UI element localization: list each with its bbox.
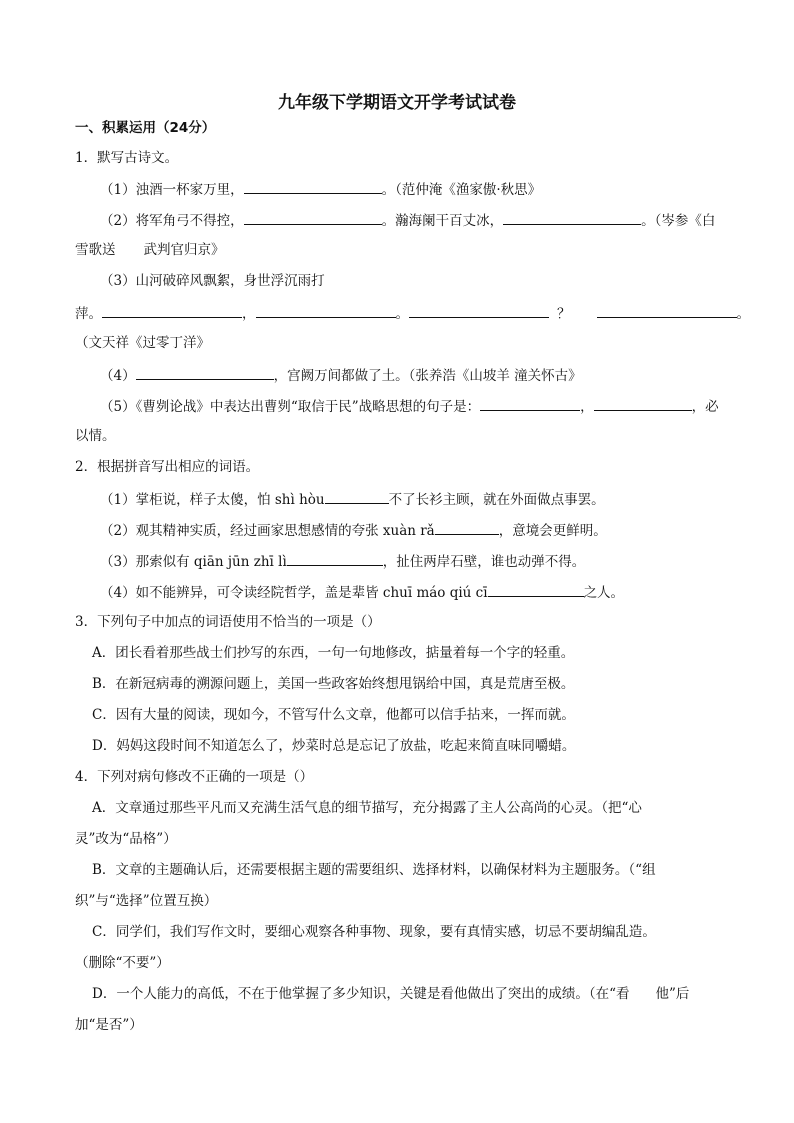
q4-option-a-cont: 灵”改为“品格”） bbox=[75, 831, 177, 847]
q1-item-5-text-b: ， bbox=[580, 399, 594, 415]
q3-option-c: C．因有大量的阅读，现如今，不管写什么文章，他都可以信手拈来，一挥而就。 bbox=[92, 707, 575, 723]
q3-option-b: B．在新冠病毒的溯源问题上，美国一些政客始终想甩锅给中国，真是荒唐至极。 bbox=[92, 676, 575, 692]
q2-item-3-text-a: （3）那索似有 qiān jūn zhī lì bbox=[100, 554, 287, 570]
q1-item-3-cont bbox=[75, 303, 750, 323]
answer-blank[interactable] bbox=[409, 303, 549, 318]
q1-item-2-text-d: 雪歌送 bbox=[75, 242, 116, 258]
q2-item-2 bbox=[100, 520, 607, 540]
q3-option-a: A．团长看着那些战士们抄写的东西，一句一句地修改，掂量着每一个字的轻重。 bbox=[92, 645, 575, 661]
q2-item-1 bbox=[100, 489, 605, 509]
answer-blank[interactable] bbox=[325, 489, 389, 504]
answer-blank[interactable] bbox=[597, 303, 737, 318]
answer-blank[interactable] bbox=[244, 210, 382, 225]
answer-blank[interactable] bbox=[244, 179, 382, 194]
q2-item-1-text-b: 不了长衫主顾，就在外面做点事罢。 bbox=[388, 492, 605, 508]
q1-item-3-text-c: ， bbox=[242, 306, 256, 322]
q1-item-4-text-b: ，宫阙万间都做了土。（张养浩《山坡羊 潼关怀古》 bbox=[273, 368, 582, 384]
answer-blank[interactable] bbox=[256, 303, 396, 318]
q2-item-4 bbox=[100, 582, 624, 602]
q2-item-2-text-b: ，意境会更鲜明。 bbox=[498, 523, 607, 539]
q1-item-3: （3）山河破碎风飘絮，身世浮沉雨打 bbox=[100, 273, 325, 289]
q4-option-b: B．文章的主题确认后，还需要根据主题的需要组织、选择材料，以确保材料为主题服务。（“组 bbox=[92, 862, 656, 878]
question-3-stem: 3．下列句子中加点的词语使用不恰当的一项是（） bbox=[75, 614, 381, 630]
q1-item-4 bbox=[100, 365, 582, 385]
q2-item-1-text-a: （1）掌柜说，样子太傻，怕 shì hòu bbox=[100, 492, 325, 508]
q1-item-3-text-b: 萍。 bbox=[75, 306, 102, 322]
q4-option-d-text-b: 他”后 bbox=[655, 986, 690, 1002]
question-2-stem: 2．根据拼音写出相应的词语。 bbox=[75, 459, 260, 475]
q4-option-c: C．同学们，我们写作文时，要细心观察各种事物、现象，要有真情实感，切忌不要胡编乱造。 bbox=[92, 924, 656, 940]
q2-item-4-text-b: 之人。 bbox=[583, 585, 625, 601]
q2-item-4-text-a: （4）如不能辨异，可令读经院哲学，盖是辈皆 chuī máo qiú cī bbox=[100, 585, 488, 601]
q1-item-5-cont: 以情。 bbox=[75, 428, 116, 444]
q1-item-2 bbox=[100, 210, 715, 230]
q2-item-2-text-a: （2）观其精神实质，经过画家思想感情的夸张 xuàn rǎ bbox=[100, 523, 435, 539]
q1-item-5-text-c: ，必 bbox=[691, 399, 719, 415]
answer-blank[interactable] bbox=[287, 551, 383, 566]
q4-option-d-cont: 加“是否”） bbox=[75, 1017, 143, 1033]
q1-item-1 bbox=[100, 179, 541, 199]
q1-item-5-text-a: （5）《曹刿论战》中表达出曹刿“取信于民”战略思想的句子是： bbox=[100, 399, 481, 415]
q4-option-a: A．文章通过那些平凡而又充满生活气息的细节描写，充分揭露了主人公高尚的心灵。（把“心 bbox=[92, 800, 642, 816]
answer-blank[interactable] bbox=[488, 582, 584, 597]
q1-item-1-text-b: 。（范仲淹《渔家傲·秋思》 bbox=[381, 182, 542, 198]
q3-option-d: D．妈妈这段时间不知道怎么了，炒菜时总是忘记了放盐，吃起来简直味同嚼蜡。 bbox=[92, 738, 576, 754]
q1-item-2-text-b: 。瀚海阑干百丈冰， bbox=[381, 213, 504, 229]
q1-item-2-text-a: （2）将军角弓不得控， bbox=[100, 213, 244, 229]
answer-blank[interactable] bbox=[503, 210, 641, 225]
question-1-stem: 1．默写古诗文。 bbox=[75, 150, 179, 166]
answer-blank[interactable] bbox=[136, 365, 274, 380]
page-title: 九年级下学期语文开学考试试卷 bbox=[278, 93, 516, 113]
q1-item-3-text-f: 。 bbox=[736, 306, 750, 322]
answer-blank[interactable] bbox=[102, 303, 242, 318]
q1-item-1-text-a: （1）浊酒一杯家万里， bbox=[100, 182, 244, 198]
q4-option-d bbox=[92, 985, 689, 1003]
answer-blank[interactable] bbox=[594, 396, 692, 411]
q1-item-2-cont bbox=[75, 241, 225, 259]
section-heading: 一、积累运用（24分） bbox=[75, 120, 216, 136]
q1-item-3-source: （文天祥《过零丁洋》 bbox=[75, 335, 210, 351]
q2-item-3 bbox=[100, 551, 585, 571]
q2-item-3-text-b: ，扯住两岸石壁，谁也动弹不得。 bbox=[382, 554, 586, 570]
q4-option-d-text-a: D．一个人能力的高低，不在于他掌握了多少知识，关键是看他做出了突出的成绩。（在“看 bbox=[92, 986, 630, 1002]
q1-item-5 bbox=[100, 396, 719, 416]
q1-item-3-text-e: ？ bbox=[557, 306, 571, 322]
answer-blank[interactable] bbox=[435, 520, 499, 535]
q4-option-c-cont: （删除“不要”） bbox=[75, 955, 170, 971]
q4-option-b-cont: 织”与“选择”位置互换） bbox=[75, 893, 218, 909]
q1-item-2-text-c: 。（岑参《白 bbox=[641, 213, 716, 229]
answer-blank[interactable] bbox=[480, 396, 580, 411]
q1-item-4-text-a: （4） bbox=[100, 368, 136, 384]
question-4-stem: 4．下列对病句修改不正确的一项是（） bbox=[75, 769, 314, 785]
q1-item-2-text-e: 武判官归京》 bbox=[143, 242, 225, 258]
q1-item-3-text-d: 。 bbox=[395, 306, 409, 322]
